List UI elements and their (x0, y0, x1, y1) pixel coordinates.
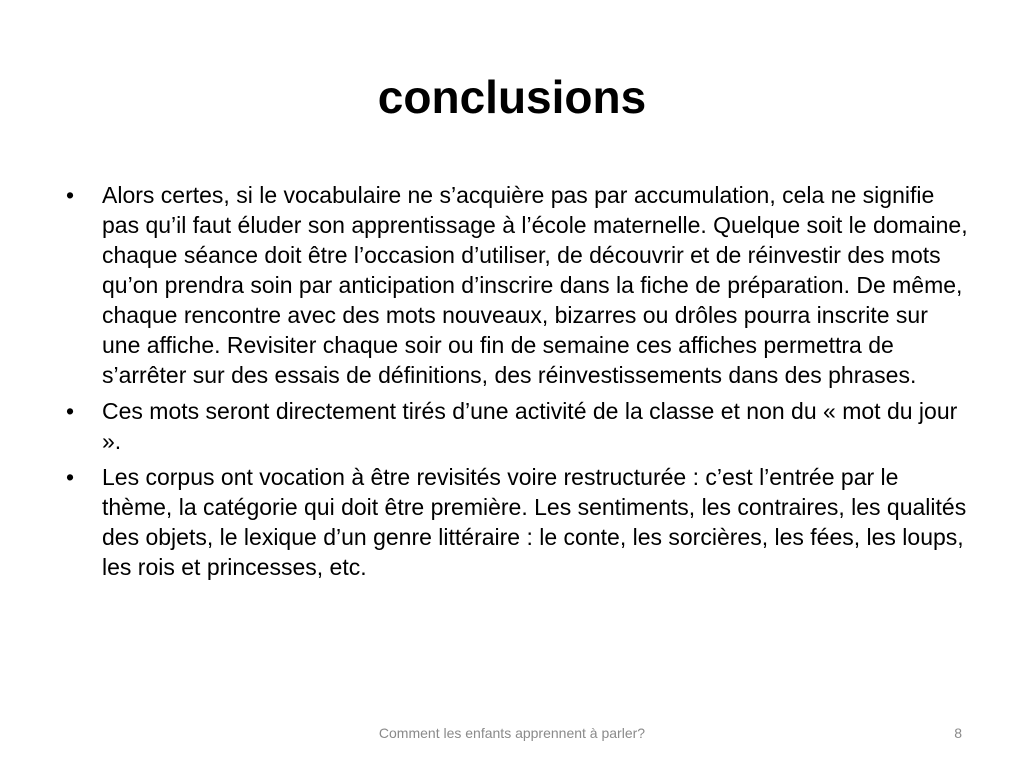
slide-title: conclusions (377, 71, 647, 123)
bullet-dot-icon: • (65, 398, 75, 424)
bullet-item (60, 180, 970, 390)
footer-text: Comment les enfants apprennent à parler? (378, 725, 646, 741)
bullet-text: Les corpus ont vocation à être revisités voire restructurée : c’est l’entrée par le thème, la catégorie qui doit être première. Les sentiments, les contraires, les qualités des objets, le lexique d’un genre littéraire : le conte, les sorcières, les fées, les loups, les rois et princesses, etc. (102, 464, 967, 580)
slide-content (60, 180, 970, 588)
slide-footer (0, 722, 1024, 744)
bullet-item (60, 396, 970, 456)
bullet-dot-icon: • (65, 182, 75, 208)
bullet-dot-icon: • (65, 464, 75, 490)
slide-number: 8 (954, 725, 962, 741)
bullet-text: Ces mots seront directement tirés d’une activité de la classe et non du « mot du jour ». (102, 398, 958, 454)
bullet-text: Alors certes, si le vocabulaire ne s’acquière pas par accumulation, cela ne signifie pas qu’il faut éluder son apprentissage à l’école maternelle. Quelque soit le domaine, chaque séance doit être l’occasion d’utiliser, de découvrir et de réinvestir des mots qu’on prendra soin par anticipation d’inscrire dans la fiche de préparation. De même, chaque rencontre avec des mots nouveaux, bizarres ou drôles pourra inscrite sur une affiche. Revisiter chaque soir ou fin de semaine ces affiches permettra de s’arrêter sur des essais de définitions, des réinvestissements dans des phrases. (102, 182, 968, 388)
bullet-list (60, 180, 970, 582)
bullet-item (60, 462, 970, 582)
